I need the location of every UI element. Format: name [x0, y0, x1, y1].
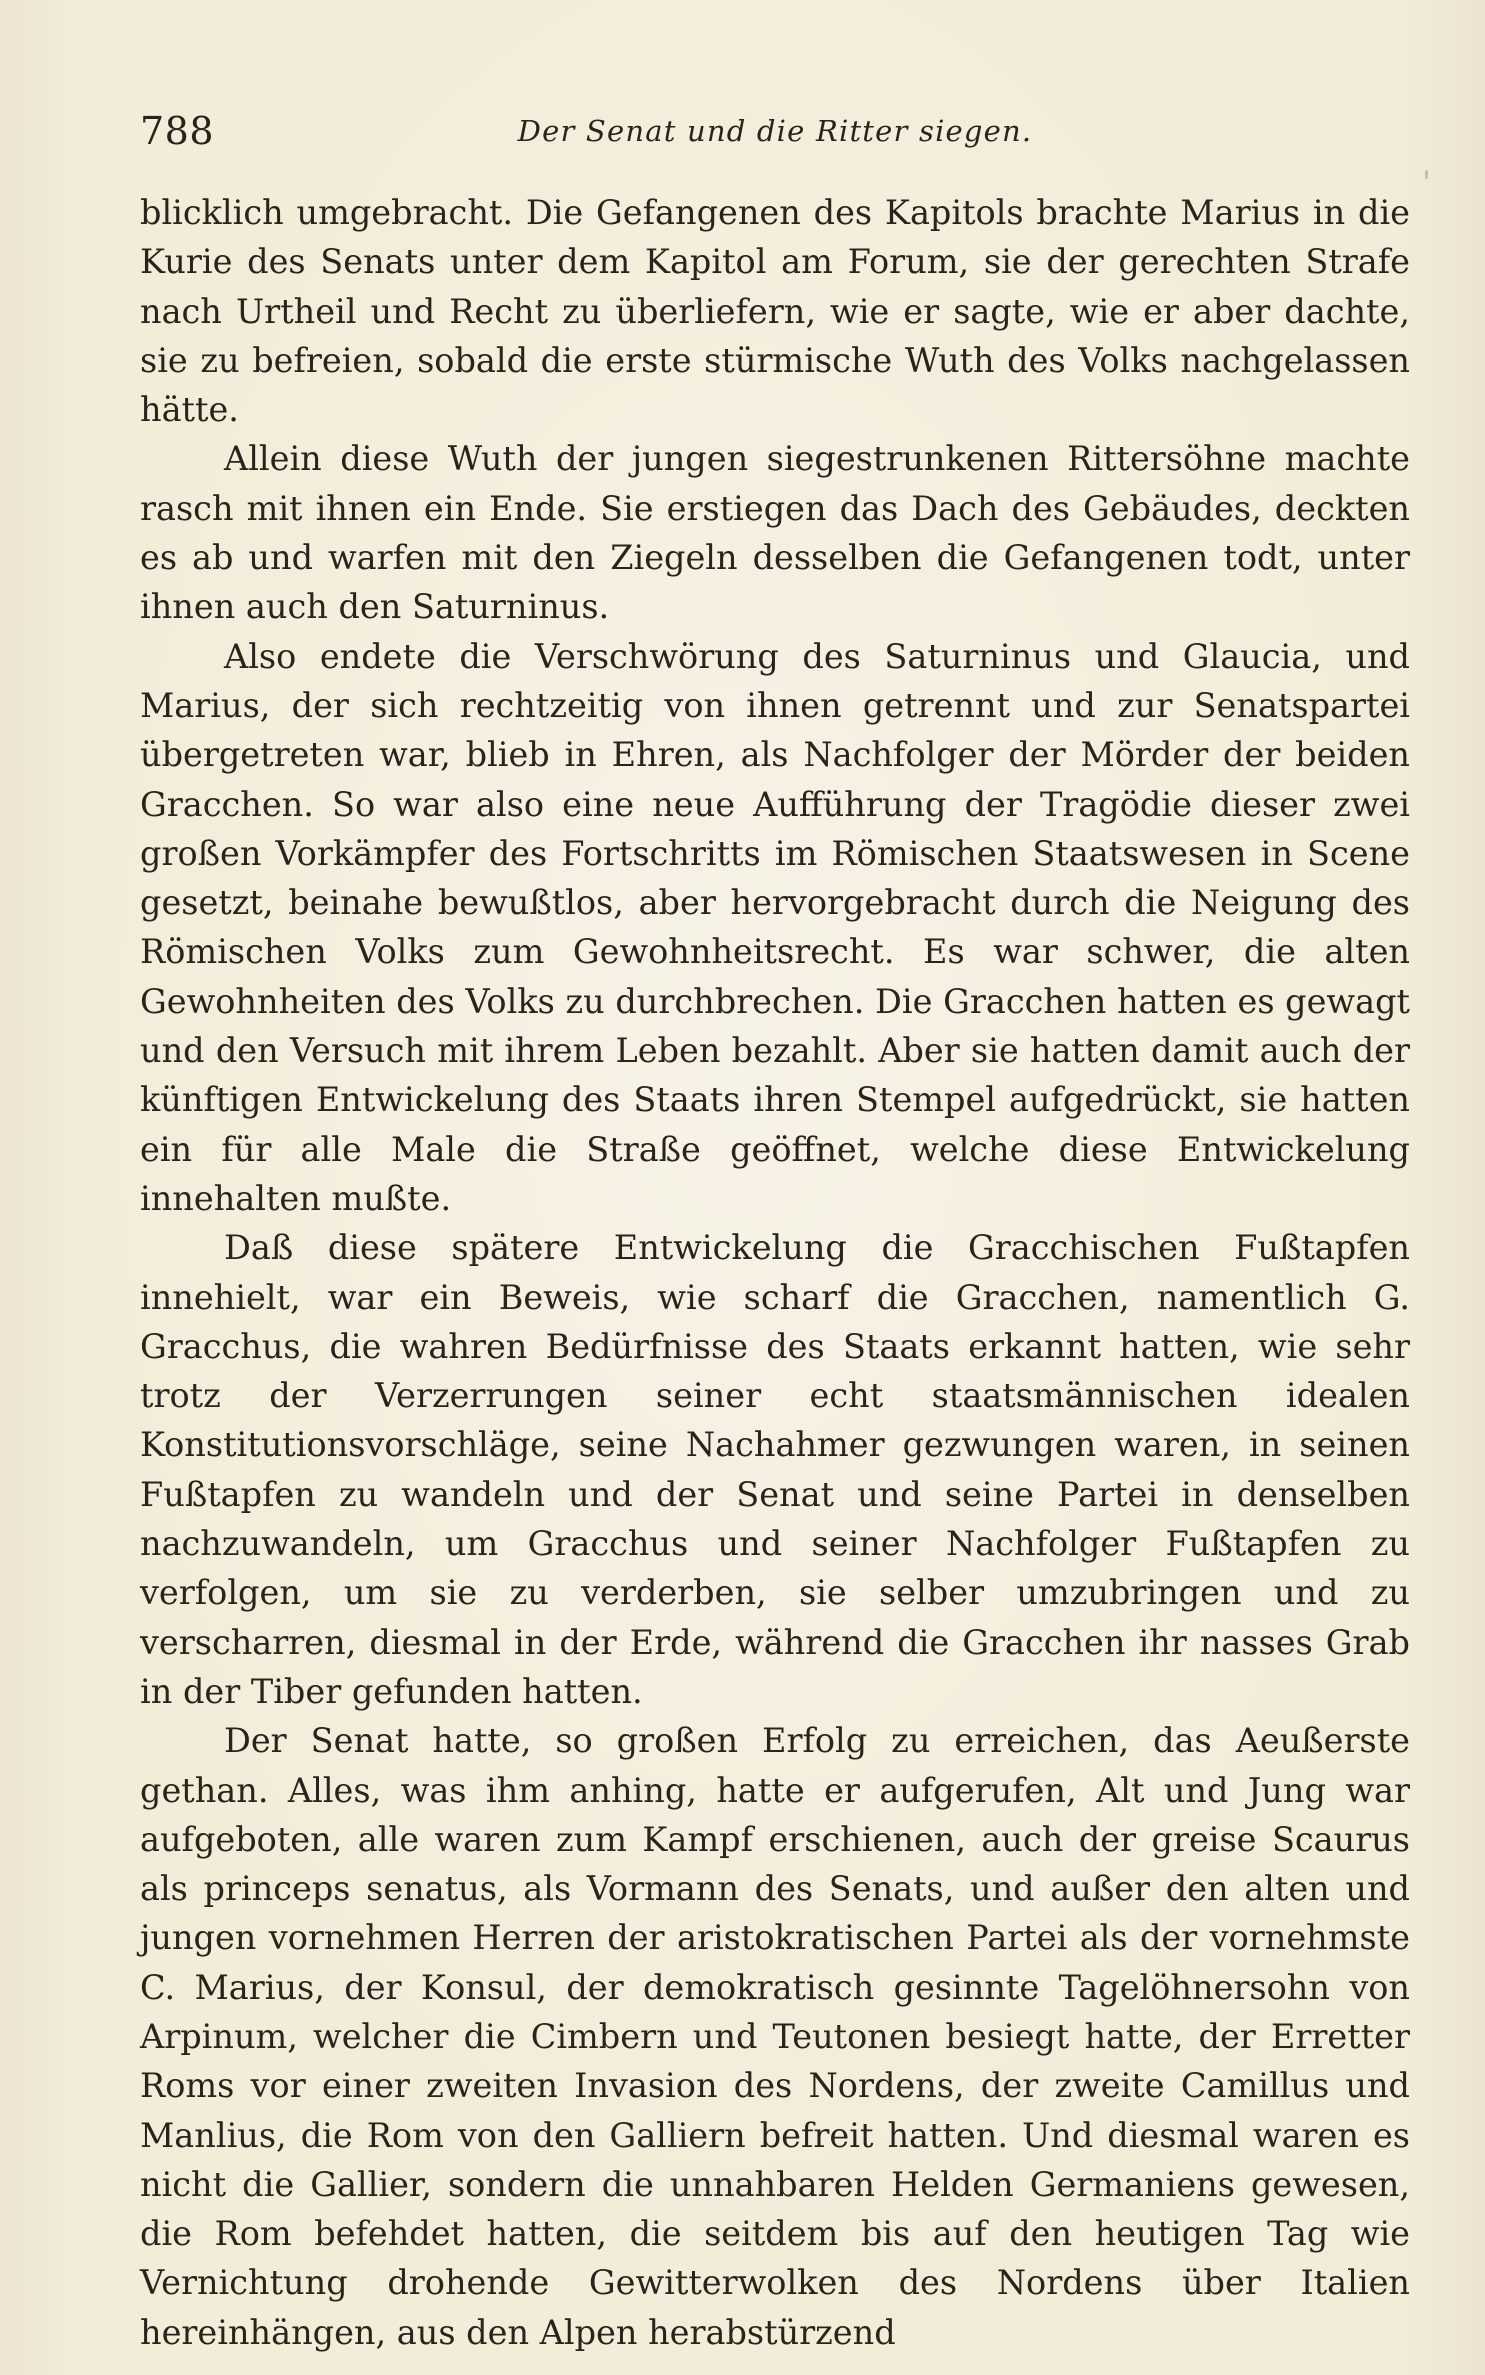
page-header	[140, 108, 1410, 154]
page-number: 788	[140, 109, 215, 153]
paragraph: Allein diese Wuth der jungen siegestrunkenen Rittersöhne machte rasch mit ihnen ein Ende. Sie erstiegen das Dach des Gebäudes, deckten es ab und warfen mit den Ziegeln desselben die Gefangenen todt, unter ihnen auch den Saturninus.	[140, 439, 1410, 627]
paper-speck	[1425, 170, 1428, 179]
paragraph: Daß diese spätere Entwickelung die Gracchischen Fußtapfen innehielt, war ein Beweis, wie scharf die Gracchen, namentlich G. Gracchus, die wahren Bedürfnisse des Staats erkannt hatten, wie sehr trotz der Verzerrungen seiner echt staatsmännischen idealen Konstitutionsvorschläge, seine Nachahmer gezwungen waren, in seinen Fußtapfen zu wandeln und der Senat und seine Partei in denselben nachzuwandeln, um Gracchus und seiner Nachfolger Fußtapfen zu verfolgen, um sie zu verderben, sie selber umzubringen und zu verscharren, diesmal in der Erde, während die Gracchen ihr nasses Grab in der Tiber gefunden hatten.	[140, 1228, 1410, 1711]
paragraph: Der Senat hatte, so großen Erfolg zu erreichen, das Aeußerste gethan. Alles, was ihm anhing, hatte er aufgerufen, Alt und Jung war aufgeboten, alle waren zum Kampf erschienen, auch der greise Scaurus als princeps senatus, als Vormann des Senats, und außer den alten und jungen vornehmen Herren der aristokratischen Partei als der vornehmste C. Marius, der Konsul, der demokratisch gesinnte Tagelöhnersohn von Arpinum, welcher die Cimbern und Teutonen besiegt hatte, der Erretter Roms vor einer zweiten Invasion des Nordens, der zweite Camillus und Manlius, die Rom von den Galliern befreit hatten. Und diesmal waren es nicht die Gallier, sondern die unnahbaren Helden Germaniens gewesen, die Rom befehdet hatten, die seitdem bis auf den heutigen Tag wie Vernichtung drohende Gewitterwolken des Nordens über Italien hereinhängen, aus den Alpen herabstürzend	[140, 1721, 1410, 2352]
running-title: Der Senat und die Ritter siegen.	[517, 114, 1033, 148]
paragraph: Also endete die Verschwörung des Saturninus und Glaucia, und Marius, der sich rechtzeitig von ihnen getrennt und zur Senatspartei übergetreten war, blieb in Ehren, als Nachfolger der Mörder der beiden Gracchen. So war also eine neue Aufführung der Tragödie dieser zwei großen Vorkämpfer des Fortschritts im Römischen Staatswesen in Scene gesetzt, beinahe bewußtlos, aber hervorgebracht durch die Neigung des Römischen Volks zum Gewohnheitsrecht. Es war schwer, die alten Gewohnheiten des Volks zu durchbrechen. Die Gracchen hatten es gewagt und den Versuch mit ihrem Leben bezahlt. Aber sie hatten damit auch der künftigen Entwickelung des Staats ihren Stempel aufgedrückt, sie hatten ein für alle Male die Straße geöffnet, welche diese Entwickelung innehalten mußte.	[140, 636, 1410, 1218]
body-text	[140, 188, 1410, 2357]
paragraph-continued: blicklich umgebracht. Die Gefangenen des Kapitols brachte Marius in die Kurie des Senats unter dem Kapitol am Forum, sie der gerechten Strafe nach Urtheil und Recht zu überliefern, wie er sagte, wie er aber dachte, sie zu befreien, sobald die erste stürmische Wuth des Volks nachgelassen hätte.	[140, 193, 1410, 430]
